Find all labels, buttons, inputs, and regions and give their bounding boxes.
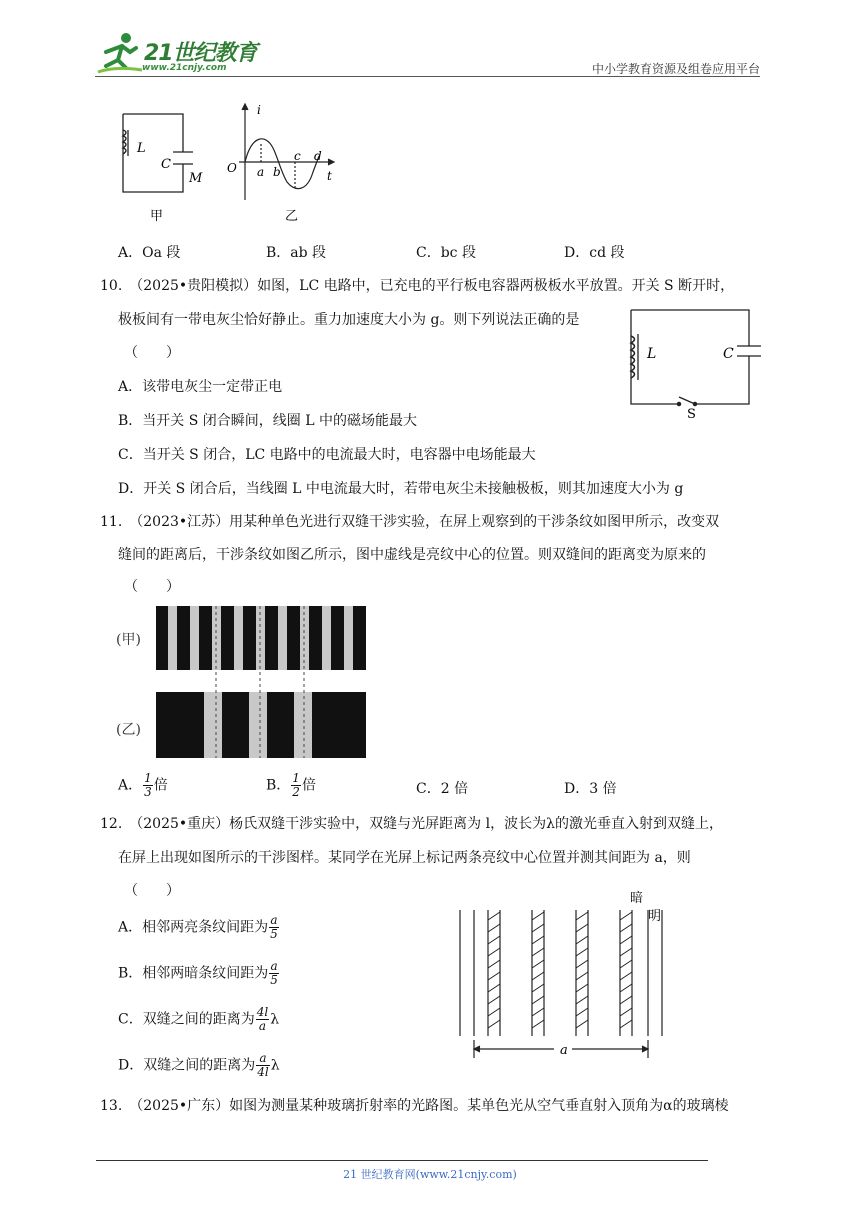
fraction-numerator: a bbox=[256, 1052, 269, 1066]
q10-option-b[interactable]: B．当开关 S 闭合瞬间，线圈 L 中的磁场能最大 bbox=[118, 413, 417, 429]
q11-stem-line1: 11. （2023•江苏）用某种单色光进行双缝干涉实验，在屏上观察到的干涉条纹如图甲所示，改变双 bbox=[100, 514, 720, 530]
q11-option-c[interactable]: C．2 倍 bbox=[416, 781, 469, 797]
circuit-label-c: C bbox=[723, 346, 734, 362]
footer-divider bbox=[96, 1160, 708, 1161]
q12-stem-line2: 在屏上出现如图所示的干涉图样。某同学在光屏上标记两条亮纹中心位置并测其间距为 a，则 bbox=[118, 850, 691, 866]
point-a: a bbox=[257, 165, 265, 179]
option-suffix: 倍 bbox=[301, 777, 316, 794]
q11-stem-line2: 缝间的距离后，干涉条纹如图乙所示，图中虚线是亮纹中心的位置。则双缝间的距离变为原来的 bbox=[118, 547, 706, 563]
fraction bbox=[291, 772, 301, 799]
label-l: L bbox=[137, 141, 146, 156]
option-text: D．双缝之间的距离为 bbox=[118, 1057, 256, 1074]
q10-option-c[interactable]: C．当开关 S 闭合，LC 电路中的电流最大时，电容器中电场能最大 bbox=[118, 447, 536, 463]
q9-option-b[interactable]: B．ab 段 bbox=[266, 245, 327, 261]
option-suffix: λ bbox=[270, 1011, 280, 1028]
fraction bbox=[269, 914, 279, 941]
q10-stem-line1: 10. （2025•贵阳模拟）如图，LC 电路中，已充电的平行板电容器两极板水平放置。开关 S 断开时， bbox=[100, 278, 735, 294]
label-a: a bbox=[560, 1043, 568, 1058]
axis-t: t bbox=[327, 169, 332, 183]
fraction-denominator: 3 bbox=[144, 785, 152, 799]
fraction bbox=[256, 1052, 269, 1079]
label-dark: 暗 bbox=[630, 891, 644, 906]
q11-interference-figure bbox=[112, 600, 372, 764]
logo-text: 21世纪教育 bbox=[144, 41, 257, 66]
q12-paren: （ ） bbox=[124, 883, 180, 899]
site-logo bbox=[96, 30, 266, 76]
option-prefix: B． bbox=[266, 777, 291, 794]
header-divider bbox=[95, 76, 760, 77]
q10-option-a[interactable]: A．该带电灰尘一定带正电 bbox=[118, 379, 283, 395]
q11-option-a[interactable] bbox=[118, 772, 168, 799]
q9-option-d[interactable]: D．cd 段 bbox=[564, 245, 625, 261]
q10-option-d[interactable]: D．开关 S 闭合后，当线圈 L 中电流最大时，若带电灰尘未接触极板，则其加速度大小为 g bbox=[118, 481, 684, 497]
fraction-denominator: 5 bbox=[270, 973, 278, 987]
option-text: C．双缝之间的距离为 bbox=[118, 1011, 255, 1028]
fraction-denominator: 4l bbox=[257, 1065, 269, 1079]
option-suffix: 倍 bbox=[153, 777, 168, 794]
label-yi: 乙 bbox=[285, 209, 299, 224]
header-slogan: 中小学教育资源及组卷应用平台 bbox=[591, 62, 760, 76]
pattern-label-yi: (乙) bbox=[116, 722, 141, 738]
circuit-label-l: L bbox=[647, 346, 657, 362]
q12-stem-line1: 12. （2025•重庆）杨氏双缝干涉实验中，双缝与光屏距离为 l，波长为λ的激光垂直入射到双缝上， bbox=[100, 816, 723, 832]
point-c: c bbox=[294, 149, 301, 163]
fraction-denominator: a bbox=[258, 1019, 267, 1033]
runner-logo-icon bbox=[96, 30, 144, 76]
axis-i: i bbox=[257, 103, 261, 117]
fraction-numerator: a bbox=[270, 959, 278, 973]
option-suffix: λ bbox=[270, 1057, 280, 1074]
q10-circuit-diagram bbox=[625, 306, 765, 418]
q13-stem-line1: 13. （2025•广东）如图为测量某种玻璃折射率的光路图。某单色光从空气垂直射入顶角为α的玻璃棱 bbox=[100, 1098, 729, 1114]
fraction-numerator: a bbox=[270, 913, 278, 927]
circuit-label-s: S bbox=[687, 407, 696, 418]
axis-o: O bbox=[227, 161, 237, 175]
fraction-denominator: 2 bbox=[292, 785, 300, 799]
point-b: b bbox=[273, 165, 281, 179]
fraction bbox=[256, 1006, 269, 1033]
fraction-numerator: 1 bbox=[144, 771, 152, 785]
fraction-numerator: 4l bbox=[256, 1005, 269, 1019]
q11-paren: （ ） bbox=[124, 579, 180, 595]
q12-option-c[interactable] bbox=[118, 1006, 279, 1033]
q10-paren: （ ） bbox=[124, 345, 180, 361]
option-text: B．相邻两暗条纹间距为 bbox=[118, 965, 269, 982]
point-d: d bbox=[314, 149, 322, 163]
q12-fringe-figure bbox=[448, 888, 678, 1064]
q9-option-c[interactable]: C．bc 段 bbox=[416, 245, 476, 261]
footer-text[interactable]: 21 世纪教育网(www.21cnjy.com) bbox=[343, 1168, 517, 1181]
fraction bbox=[269, 960, 279, 987]
label-m: M bbox=[189, 171, 203, 186]
label-bright: 明 bbox=[648, 909, 662, 924]
lc-circuit-diagram bbox=[123, 114, 193, 192]
q10-stem-line2: 极板间有一带电灰尘恰好静止。重力加速度大小为 g。则下列说法正确的是 bbox=[118, 312, 580, 328]
q12-option-b[interactable] bbox=[118, 960, 280, 987]
logo-url: www.21cnjy.com bbox=[142, 63, 227, 73]
q11-option-d[interactable]: D．3 倍 bbox=[564, 781, 617, 797]
option-prefix: A． bbox=[118, 777, 143, 794]
q9-option-a[interactable]: A．Oa 段 bbox=[118, 245, 181, 261]
fraction-denominator: 5 bbox=[270, 927, 278, 941]
q9-figure bbox=[115, 100, 345, 228]
q11-option-b[interactable] bbox=[266, 772, 316, 799]
option-text: A．相邻两亮条纹间距为 bbox=[118, 919, 269, 936]
label-c: C bbox=[161, 157, 171, 172]
fraction-numerator: 1 bbox=[292, 771, 300, 785]
q12-option-a[interactable] bbox=[118, 914, 280, 941]
q12-option-d[interactable] bbox=[118, 1052, 280, 1079]
pattern-label-jia: (甲) bbox=[116, 632, 141, 648]
fraction bbox=[143, 772, 153, 799]
label-jia: 甲 bbox=[150, 209, 164, 224]
